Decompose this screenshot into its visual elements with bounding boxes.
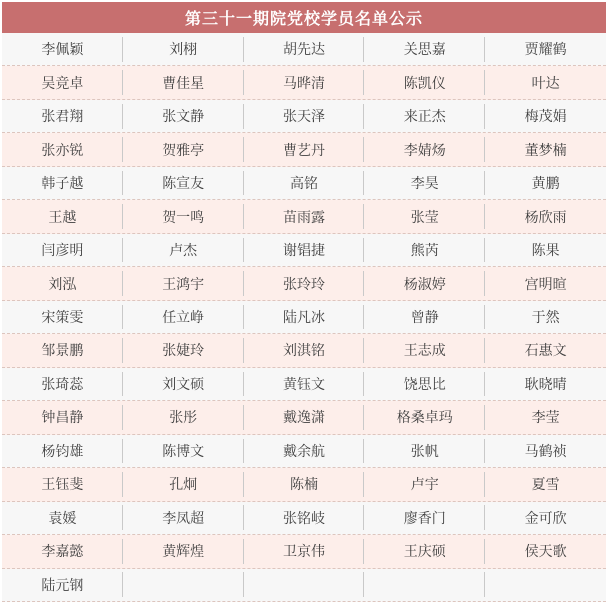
student-name-cell: 袁媛 <box>2 502 123 534</box>
empty-cell <box>364 569 485 601</box>
student-name-cell: 张铭岐 <box>244 502 365 534</box>
student-name-cell: 石惠文 <box>524 343 567 360</box>
empty-cell <box>244 569 365 601</box>
student-name-cell: 贺一鸣 <box>123 200 244 232</box>
table-row <box>2 569 606 602</box>
table-row <box>2 368 606 401</box>
student-name-cell: 黄鹏 <box>531 176 560 193</box>
student-name-cell: 王钰斐 <box>2 468 123 500</box>
table-row <box>2 133 606 166</box>
student-name-cell: 王越 <box>2 200 123 232</box>
student-name-cell: 张天泽 <box>244 100 365 132</box>
student-name-cell: 贾耀鹤 <box>524 42 567 59</box>
student-name-cell: 苗雨露 <box>244 200 365 232</box>
student-name-cell: 李嘉懿 <box>2 535 123 567</box>
table-row <box>2 33 606 66</box>
student-name-cell: 吴竞卓 <box>2 66 123 98</box>
student-name-cell: 胡先达 <box>244 33 365 65</box>
student-name-cell: 刘文硕 <box>123 368 244 400</box>
table-row <box>2 100 606 133</box>
student-name-cell: 邹景鹏 <box>2 334 123 366</box>
student-name-cell: 宫明暄 <box>524 276 567 293</box>
student-name-cell: 黄辉煌 <box>123 535 244 567</box>
student-name-cell: 熊芮 <box>364 234 485 266</box>
student-name-cell: 刘栩 <box>123 33 244 65</box>
student-name-cell: 李莹 <box>531 410 560 427</box>
table-row <box>2 401 606 434</box>
student-name-cell: 陆元钢 <box>2 569 123 601</box>
student-name-cell: 于然 <box>531 309 560 326</box>
student-name-cell: 曹艺丹 <box>244 133 365 165</box>
student-name-cell: 马鹤祯 <box>524 443 567 460</box>
student-name-cell: 谢锠捷 <box>244 234 365 266</box>
student-name-cell: 陈凯仪 <box>364 66 485 98</box>
table-row <box>2 234 606 267</box>
table-row <box>2 334 606 367</box>
student-name-cell: 张玲玲 <box>244 267 365 299</box>
student-name-cell: 李昊 <box>364 167 485 199</box>
student-name-cell: 卫京伟 <box>244 535 365 567</box>
student-name-cell: 任立峥 <box>123 301 244 333</box>
student-name-cell: 钟昌静 <box>2 401 123 433</box>
student-name-cell: 戴逸潇 <box>244 401 365 433</box>
student-name-cell: 闫彦明 <box>2 234 123 266</box>
student-name-cell: 张亦锐 <box>2 133 123 165</box>
table-row <box>2 167 606 200</box>
announcement-header <box>2 2 606 33</box>
student-name-cell: 廖香门 <box>364 502 485 534</box>
student-name-cell: 梅茂娟 <box>524 109 567 126</box>
student-name-cell: 韩子越 <box>2 167 123 199</box>
table-row <box>2 468 606 501</box>
student-name-cell: 叶达 <box>531 75 560 92</box>
table-row <box>2 535 606 568</box>
table-row <box>2 200 606 233</box>
student-name-cell: 王志成 <box>364 334 485 366</box>
student-name-cell: 张莹 <box>364 200 485 232</box>
table-row <box>2 267 606 300</box>
student-name-cell: 杨欣雨 <box>524 209 567 226</box>
student-name-cell: 马晔清 <box>244 66 365 98</box>
student-name-cell: 陈博文 <box>123 435 244 467</box>
empty-cell <box>123 569 244 601</box>
student-name-cell: 黄钰文 <box>244 368 365 400</box>
roster-table <box>2 33 606 602</box>
table-row <box>2 502 606 535</box>
student-name-cell: 耿晓晴 <box>524 376 567 393</box>
student-name-cell: 来正杰 <box>364 100 485 132</box>
student-name-cell: 孔炯 <box>123 468 244 500</box>
student-name-cell: 曾静 <box>364 301 485 333</box>
student-name-cell: 李佩颖 <box>2 33 123 65</box>
student-name-cell: 王鸿宇 <box>123 267 244 299</box>
student-name-cell: 刘泓 <box>2 267 123 299</box>
student-name-cell: 贺雅亭 <box>123 133 244 165</box>
student-name-cell: 侯天歌 <box>524 544 567 561</box>
student-name-cell: 陈宣友 <box>123 167 244 199</box>
table-row <box>2 301 606 334</box>
student-name-cell: 金可欣 <box>524 510 567 527</box>
student-name-cell: 杨钧雄 <box>2 435 123 467</box>
student-name-cell: 饶思比 <box>364 368 485 400</box>
student-name-cell: 卢杰 <box>123 234 244 266</box>
student-name-cell: 张彤 <box>123 401 244 433</box>
student-name-cell: 宋策雯 <box>2 301 123 333</box>
student-name-cell: 陈楠 <box>244 468 365 500</box>
student-name-cell: 陈果 <box>531 243 560 260</box>
table-row <box>2 66 606 99</box>
student-name-cell: 格桑卓玛 <box>364 401 485 433</box>
student-name-cell: 杨淑婷 <box>364 267 485 299</box>
student-name-cell: 关思嘉 <box>364 33 485 65</box>
student-name-cell: 夏雪 <box>531 477 560 494</box>
empty-cell <box>485 569 606 601</box>
student-name-cell: 曹佳星 <box>123 66 244 98</box>
student-name-cell: 张琦蕊 <box>2 368 123 400</box>
student-name-cell: 董梦楠 <box>524 142 567 159</box>
page-title: 第三十一期院党校学员名单公示 <box>184 9 423 28</box>
student-name-cell: 卢宇 <box>364 468 485 500</box>
student-name-cell: 陆凡冰 <box>244 301 365 333</box>
student-name-cell: 张君翔 <box>2 100 123 132</box>
student-name-cell: 高铭 <box>244 167 365 199</box>
student-name-cell: 王庆硕 <box>364 535 485 567</box>
student-name-cell: 张婕玲 <box>123 334 244 366</box>
table-row <box>2 435 606 468</box>
student-name-cell: 张文静 <box>123 100 244 132</box>
student-name-cell: 戴余航 <box>244 435 365 467</box>
student-name-cell: 李凤超 <box>123 502 244 534</box>
student-name-cell: 刘淇铭 <box>244 334 365 366</box>
student-name-cell: 李婧炀 <box>364 133 485 165</box>
student-name-cell: 张帆 <box>364 435 485 467</box>
